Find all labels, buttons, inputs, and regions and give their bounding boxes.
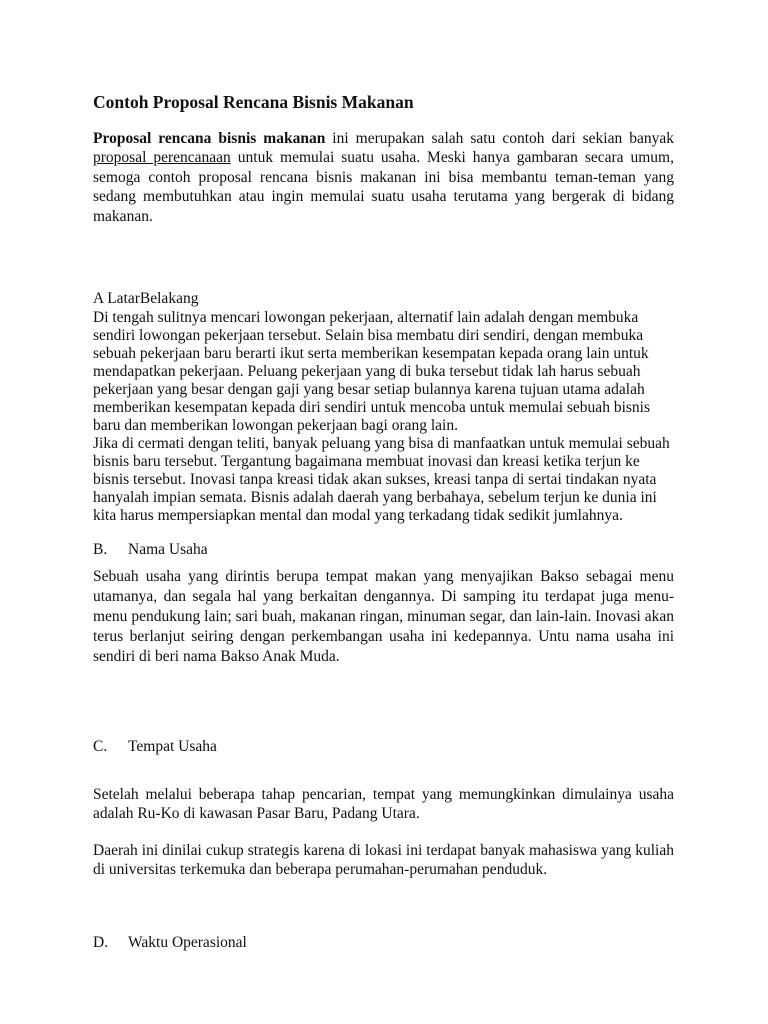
section-a-line: Di tengah sulitnya mencari lowongan pekerjaan, alternatif lain adalah dengan membuka <box>93 309 639 326</box>
intro-line <box>93 149 674 167</box>
section-c-line: Daerah ini dinilai cukup strategis karena di lokasi ini terdapat banyak mahasiswa yang kuliah <box>93 842 674 859</box>
intro-line <box>93 130 674 148</box>
section-label: D. <box>93 934 109 951</box>
intro-bold: Proposal rencana bisnis makanan <box>93 130 326 147</box>
section-a-line: Jika di cermati dengan teliti, banyak peluang yang bisa di manfaatkan untuk memulai sebuah <box>93 435 670 452</box>
section-c-heading <box>93 738 674 756</box>
section-b-line: Sebuah usaha yang dirintis berupa tempat makan yang menyajikan Bakso sebagai menu <box>93 568 674 585</box>
intro-text: ini merupakan salah satu contoh dari sekian banyak <box>325 130 674 147</box>
intro-line: semoga contoh proposal rencana bisnis makanan ini bisa membantu teman-teman yang <box>93 169 674 186</box>
section-a-line: bisnis baru tersebut. Tergantung bagaimana membuat inovasi dan kreasi ketika terjun ke <box>93 453 640 470</box>
section-b-line: utamanya, dan segala hal yang berkaitan dengannya. Di samping itu terdapat juga menu- <box>93 588 674 605</box>
section-c-line: Setelah melalui beberapa tahap pencarian, tempat yang memungkinkan dimulainya usaha <box>93 786 674 803</box>
section-title: Tempat Usaha <box>128 738 217 755</box>
section-a-line: sebuah pekerjaan baru berarti ikut serta memberikan kesempatan kepada orang lain untuk <box>93 345 649 362</box>
section-b-line: sendiri di beri nama Bakso Anak Muda. <box>93 648 340 665</box>
proposal-link[interactable]: proposal perencanaan <box>93 149 231 166</box>
section-b-heading <box>93 541 674 559</box>
section-c-line: adalah Ru-Ko di kawasan Pasar Baru, Padang Utara. <box>93 805 420 822</box>
section-label: B. <box>93 541 108 558</box>
intro-line: sedang membutuhkan atau ingin memulai suatu usaha terutama yang bergerak di bidang <box>93 188 674 205</box>
section-a-heading: A LatarBelakang <box>93 290 199 307</box>
intro-text: untuk memulai suatu usaha. Meski hanya gambaran secara umum, <box>230 149 674 166</box>
section-label: C. <box>93 738 108 755</box>
document-title: Contoh Proposal Rencana Bisnis Makanan <box>93 92 414 112</box>
section-b-line: terus berlanjut seiring dengan perkembangan usaha ini kedepannya. Untu nama usaha ini <box>93 628 674 645</box>
intro-line: makanan. <box>93 208 153 225</box>
section-a-line: pekerjaan yang besar dengan gaji yang besar setiap bulannya karena tujuan utama adalah <box>93 381 645 398</box>
section-a-line: kita harus mempersiapkan mental dan modal yang terkadang tidak sedikit jumlahnya. <box>93 507 623 524</box>
section-a-line: baru dan memberikan lowongan pekerjaan bagi orang lain. <box>93 417 458 434</box>
section-title: Waktu Operasional <box>128 934 247 951</box>
section-c-line: di universitas terkemuka dan beberapa perumahan-perumahan penduduk. <box>93 861 548 878</box>
section-d-heading <box>93 934 674 952</box>
section-a-line: memberikan kesempatan kepada diri sendiri untuk mencoba untuk memulai sebuah bisnis <box>93 399 650 416</box>
section-a-line: hanyalah impian semata. Bisnis adalah daerah yang berbahaya, sebelum terjun ke dunia ini <box>93 489 657 506</box>
section-a-line: bisnis tersebut. Inovasi tanpa kreasi tidak akan sukses, kreasi tanpa di sertai tindakan nyata <box>93 471 657 488</box>
section-a-line: mendapatkan pekerjaan. Peluang pekerjaan yang di buka tersebut tidak lah harus sebuah <box>93 363 641 380</box>
section-b-line: menu pendukung lain; sari buah, makanan ringan, minuman segar, dan lain-lain. Inovasi akan <box>93 608 674 625</box>
section-title: Nama Usaha <box>128 541 208 558</box>
section-a-line: sendiri lowongan pekerjaan tersebut. Selain bisa membatu diri sendiri, dengan membuka <box>93 327 644 344</box>
